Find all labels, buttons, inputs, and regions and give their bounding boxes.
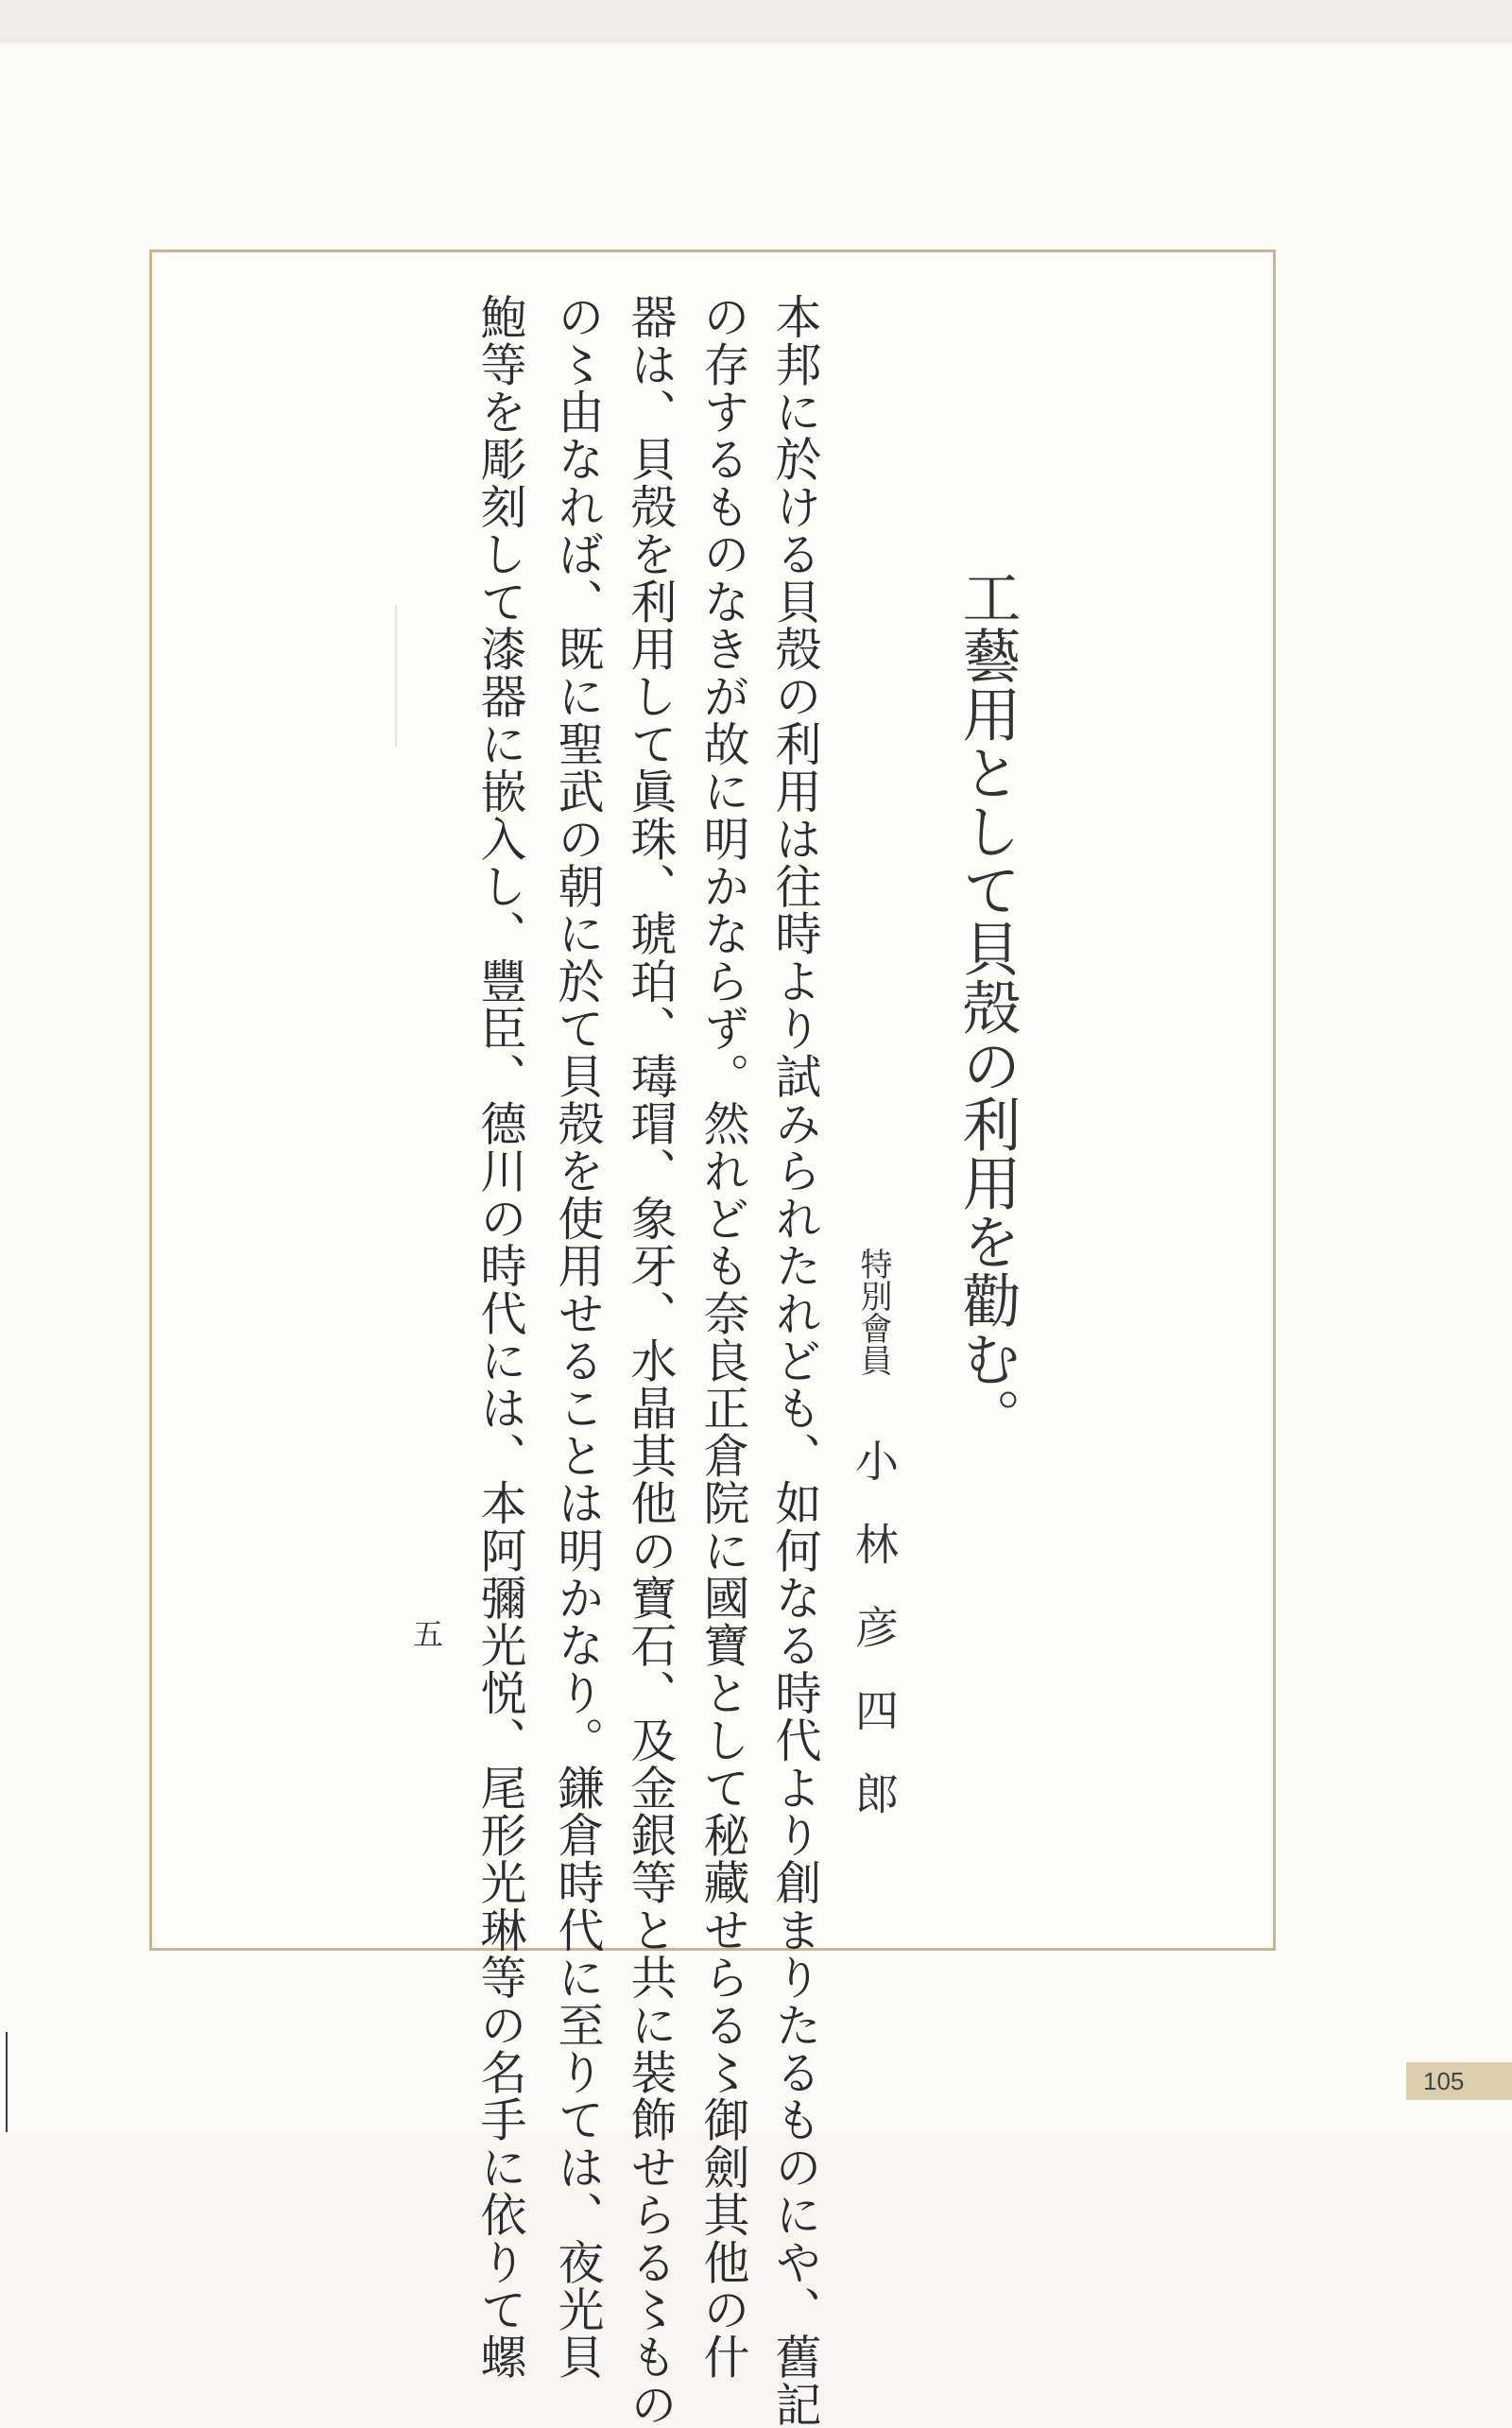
scan-artifact (395, 605, 397, 747)
author-name: 小林彦四郎 (849, 1438, 900, 1854)
article-title: 工藝用として貝殻の利用を勸む。 (953, 567, 1022, 1446)
body-line-5: 鮑等を彫刻して漆器に嵌入し、豐臣、德川の時代には、本阿彌光悦、尾形光琳等の名手に依りて螺 (473, 293, 527, 2381)
body-line-3: 器は、貝殻を利用して眞珠、琥珀、瑇瑁、象牙、水晶其他の寶石、及金銀等と共に裝飾せらる〻もの (624, 293, 678, 2428)
scan-top-strip (0, 0, 1512, 43)
body-line-4: の〻由なれば、既に聖武の朝に於て貝殻を使用せることは明かなり。鎌倉時代に至りては、夜光貝 (551, 293, 605, 2381)
page-number-badge: 105 (1406, 2062, 1512, 2100)
body-line-2: の存するものなきが故に明かならず。然れども奈良正倉院に國寶として秘藏せらる〻御劍其他の什 (696, 293, 750, 2381)
page-number-kanji: 五 (408, 1618, 444, 1648)
body-line-1: 本邦に於ける貝殻の利用は往時より試みられたれども、如何なる時代より創まりたるものにや、舊記 (768, 293, 822, 2428)
author-role: 特別會員 (854, 1248, 892, 1376)
binding-edge (6, 2032, 8, 2132)
